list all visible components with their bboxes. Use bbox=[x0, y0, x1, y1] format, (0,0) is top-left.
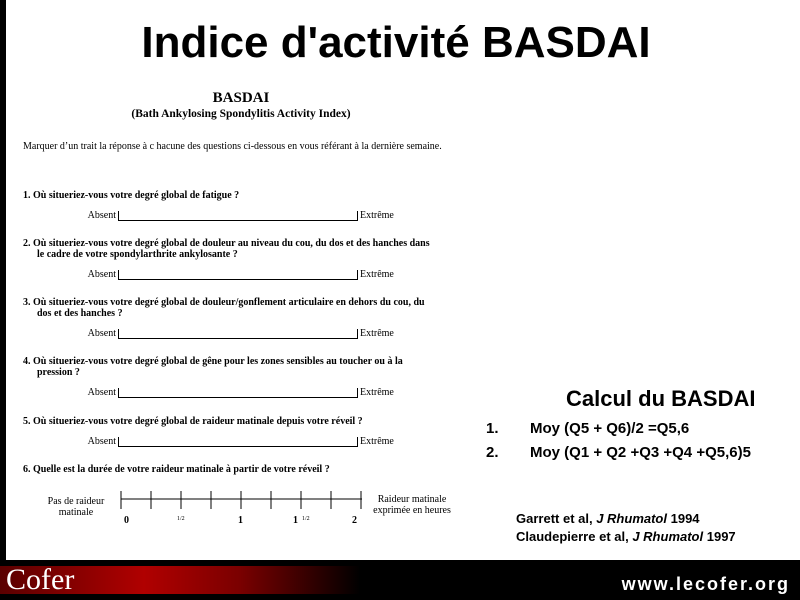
scale-tick-label: 2 bbox=[352, 515, 357, 526]
reference-1 bbox=[516, 510, 736, 528]
question-text: 3. Où situeriez-vous votre degré global de douleur/gonflement articulaire en dehors du cou, du bbox=[23, 297, 425, 308]
vas-left-label: Absent bbox=[87, 387, 116, 398]
scale-tick-label: 1 bbox=[293, 515, 298, 526]
vas-tick bbox=[357, 388, 358, 398]
step-number: 1. bbox=[486, 420, 499, 437]
reference-authors: Claudepierre et al, bbox=[516, 529, 633, 544]
reference-journal: J Rhumatol bbox=[596, 511, 667, 526]
scale-tick-label: 1/2 bbox=[177, 516, 185, 522]
calculation-title: Calcul du BASDAI bbox=[566, 386, 756, 411]
questionnaire-instructions: Marquer d’un trait la réponse à c hacune des questions ci-dessous en vous référant à la dernière semaine. bbox=[23, 141, 442, 152]
question-1 bbox=[23, 190, 467, 201]
website-url[interactable]: www.lecofer.org bbox=[621, 574, 790, 594]
vas-tick bbox=[357, 329, 358, 339]
question-3 bbox=[23, 297, 467, 319]
reference-authors: Garrett et al, bbox=[516, 511, 597, 526]
vas-right-label: Extrême bbox=[360, 210, 394, 221]
vas-scale-5[interactable] bbox=[66, 436, 406, 450]
slide bbox=[6, 0, 800, 560]
questionnaire-subtitle: (Bath Ankylosing Spondylitis Activity Index) bbox=[131, 108, 351, 120]
reference-2 bbox=[516, 528, 736, 546]
question-6 bbox=[23, 464, 467, 475]
question-4 bbox=[23, 356, 467, 378]
vas-tick bbox=[357, 270, 358, 280]
calculation-step-1 bbox=[486, 420, 689, 437]
vas-tick bbox=[357, 211, 358, 221]
vas-left-label: Absent bbox=[87, 269, 116, 280]
vas-left-label: Absent bbox=[87, 436, 116, 447]
scale-tick-label: 1 bbox=[238, 515, 243, 526]
vas-left-label: Absent bbox=[87, 210, 116, 221]
vas-line bbox=[118, 446, 358, 447]
calculation-step-2 bbox=[486, 444, 751, 461]
question-text: 1. Où situeriez-vous votre degré global de fatigue ? bbox=[23, 190, 240, 201]
question-text: 4. Où situeriez-vous votre degré global de gêne pour les zones sensibles au toucher ou à la bbox=[23, 356, 403, 367]
vas-line bbox=[118, 397, 358, 398]
reference-year: 1997 bbox=[703, 529, 736, 544]
reference-year: 1994 bbox=[667, 511, 700, 526]
step-formula: Moy (Q5 + Q6)/2 =Q5,6 bbox=[530, 420, 690, 437]
vas-right-label: Extrême bbox=[360, 269, 394, 280]
vas-right-label: Extrême bbox=[360, 387, 394, 398]
scale-tick-label: 0 bbox=[124, 515, 129, 526]
scale-left-label: Pas de raideur matinale bbox=[47, 496, 105, 518]
vas-scale-3[interactable] bbox=[66, 328, 406, 342]
question-text: 6. Quelle est la durée de votre raideur matinale à partir de votre réveil ? bbox=[23, 464, 330, 475]
vas-scale-4[interactable] bbox=[66, 387, 406, 401]
question-text: 5. Où situeriez-vous votre degré global de raideur matinale depuis votre réveil ? bbox=[23, 416, 363, 427]
question-5 bbox=[23, 416, 467, 427]
question-text-continued: pression ? bbox=[37, 367, 80, 378]
reference-journal: J Rhumatol bbox=[632, 529, 704, 544]
questionnaire-title: BASDAI bbox=[212, 90, 270, 106]
vas-scale-2[interactable] bbox=[66, 269, 406, 283]
references bbox=[516, 510, 736, 546]
vas-scale-1[interactable] bbox=[66, 210, 406, 224]
vas-right-label: Extrême bbox=[360, 328, 394, 339]
cofer-logo: Cofer bbox=[6, 563, 75, 596]
slide-title: Indice d'activité BASDAI bbox=[141, 18, 651, 67]
question-2 bbox=[23, 238, 467, 260]
vas-left-label: Absent bbox=[87, 328, 116, 339]
morning-stiffness-scale[interactable] bbox=[6, 482, 476, 542]
scale-tick-label: 1/2 bbox=[302, 516, 310, 522]
step-number: 2. bbox=[486, 444, 499, 461]
vas-tick bbox=[357, 437, 358, 447]
question-text-continued: le cadre de votre spondylarthrite ankylosante ? bbox=[37, 249, 238, 260]
vas-line bbox=[118, 220, 358, 221]
vas-right-label: Extrême bbox=[360, 436, 394, 447]
question-text: 2. Où situeriez-vous votre degré global de douleur au niveau du cou, du dos et des hanches dans bbox=[23, 238, 430, 249]
vas-line bbox=[118, 338, 358, 339]
scale-right-label: Raideur matinale exprimée en heures bbox=[373, 494, 451, 516]
step-formula: Moy (Q1 + Q2 +Q3 +Q4 +Q5,6)5 bbox=[530, 444, 751, 461]
question-text-continued: dos et des hanches ? bbox=[37, 308, 123, 319]
vas-line bbox=[118, 279, 358, 280]
